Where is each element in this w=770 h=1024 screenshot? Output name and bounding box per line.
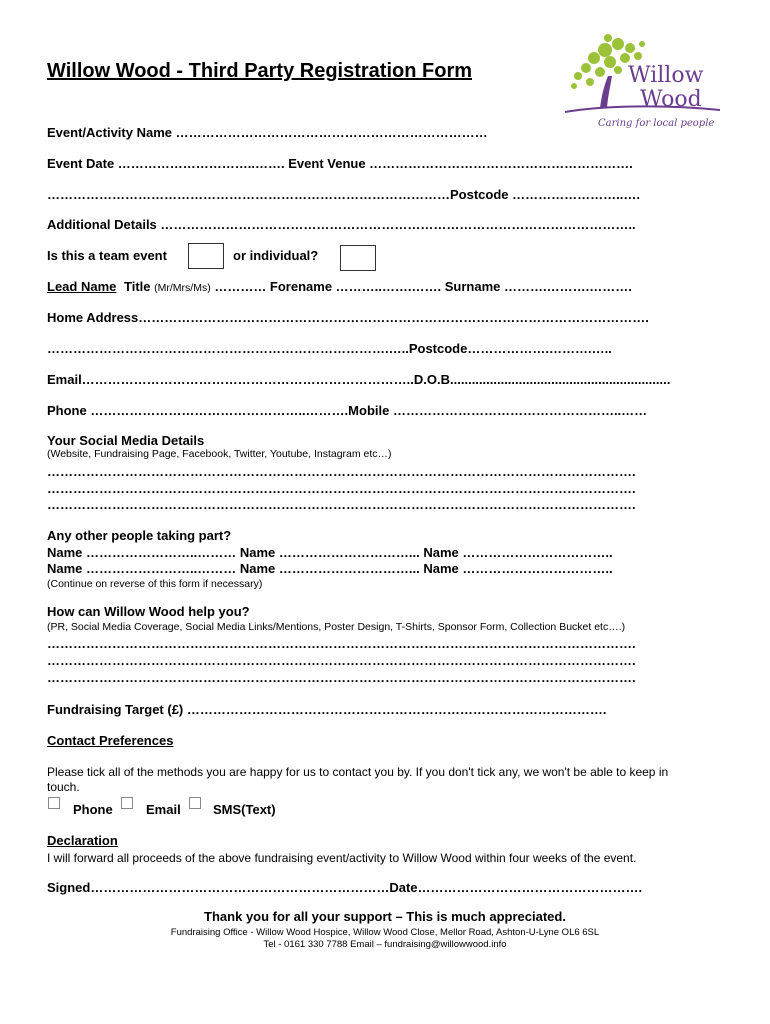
sms-option-label: SMS(Text) bbox=[213, 802, 276, 817]
form-title: Willow Wood - Third Party Registration Form bbox=[47, 60, 473, 82]
contact-text-1: Please tick all of the methods you are happy for us to contact you by. If you don't tick any, we won't be able to keep in bbox=[47, 765, 669, 779]
declaration-text: I will forward all proceeds of the above fundraising event/activity to Willow Wood within four weeks of the event. bbox=[47, 851, 637, 865]
footer-contact: Tel - 0161 330 7788 Email – fundraising@willowwood.info bbox=[263, 939, 507, 950]
event-date-venue-field[interactable]: Event Date …………………………..……. Event Venue ……………………………………………………. bbox=[47, 156, 633, 171]
help-subtext: (PR, Social Media Coverage, Social Media Links/Mentions, Poster Design, T-Shirts, Sponsor Form, Collection Bucket etc….) bbox=[47, 621, 626, 633]
email-dob-field[interactable]: Email…………………………………………………………………..D.O.B............................................................. bbox=[47, 372, 671, 387]
lead-forename-surname[interactable]: ………… Forename ………..…….……. Surname ……….……….………. bbox=[214, 279, 632, 294]
phone-mobile-field[interactable]: Phone …………………………………………..……….Mobile ……………………………………………..…… bbox=[47, 403, 648, 418]
team-event-checkbox[interactable] bbox=[188, 243, 224, 269]
names-line-2[interactable]: Name ……………………..……… Name …………………………... Name …………………………….. bbox=[47, 561, 613, 576]
help-line-1[interactable]: ………………………………………………………………………………………………………………………. bbox=[47, 636, 636, 651]
footer-address: Fundraising Office - Willow Wood Hospice, Willow Wood Close, Mellor Road, Ashton-U-Lyne OL6 6SL bbox=[170, 927, 600, 938]
individual-label: or individual? bbox=[233, 248, 319, 263]
email-option-label: Email bbox=[146, 802, 181, 817]
social-line-2[interactable]: ………………………………………………………………………………………………………………………. bbox=[47, 481, 636, 496]
lead-name-row[interactable] bbox=[47, 279, 632, 294]
contact-preferences-heading: Contact Preferences bbox=[47, 733, 174, 748]
names-line-1[interactable]: Name ……………………..……… Name …………………………... Name …………………………….. bbox=[47, 545, 613, 560]
title-options: (Mr/Mrs/Ms) bbox=[154, 282, 211, 294]
venue-postcode-field[interactable]: …………………………………………………………………………………Postcode ……………………..…. bbox=[47, 187, 640, 202]
help-heading: How can Willow Wood help you? bbox=[47, 604, 250, 619]
signed-date-field[interactable]: Signed……………………………………………………………Date……………………………………………. bbox=[47, 880, 643, 895]
declaration-heading: Declaration bbox=[47, 833, 118, 848]
additional-details-field[interactable]: Additional Details ……………………………………………………………………………………………….. bbox=[47, 217, 636, 232]
social-media-subtext: (Website, Fundraising Page, Facebook, Twitter, Youtube, Instagram etc…) bbox=[47, 448, 392, 460]
phone-option-label: Phone bbox=[73, 802, 113, 817]
lead-name-label: Lead Name bbox=[47, 279, 117, 294]
help-line-3[interactable]: ………………………………………………………………………………………………………………………. bbox=[47, 670, 636, 685]
help-line-2[interactable]: ………………………………………………………………………………………………………………………. bbox=[47, 653, 636, 668]
individual-checkbox[interactable] bbox=[340, 245, 376, 271]
fundraising-target-field[interactable]: Fundraising Target (£) ……………………………………………………………………………………. bbox=[47, 702, 607, 717]
event-activity-name-field[interactable]: Event/Activity Name ……………………………………………………………… bbox=[47, 125, 488, 140]
email-checkbox[interactable] bbox=[121, 797, 133, 809]
others-heading: Any other people taking part? bbox=[47, 528, 232, 543]
logo-word-willow: Willow bbox=[628, 63, 704, 88]
continue-note: (Continue on reverse of this form if necessary) bbox=[47, 578, 263, 590]
thanks-message: Thank you for all your support – This is much appreciated. bbox=[204, 909, 566, 924]
logo-word-wood: Wood bbox=[640, 87, 702, 112]
sms-checkbox[interactable] bbox=[189, 797, 201, 809]
title-label: Title bbox=[124, 279, 151, 294]
contact-text-2: touch. bbox=[47, 780, 80, 794]
phone-checkbox[interactable] bbox=[48, 797, 60, 809]
social-media-heading: Your Social Media Details bbox=[47, 433, 205, 448]
social-line-3[interactable]: ………………………………………………………………………………………………………………………. bbox=[47, 497, 636, 512]
willow-wood-logo bbox=[560, 30, 735, 135]
tree-trunk bbox=[600, 76, 612, 108]
team-event-label: Is this a team event bbox=[47, 248, 167, 263]
social-line-1[interactable]: ………………………………………………………………………………………………………………………. bbox=[47, 464, 636, 479]
home-address-field[interactable]: Home Address………………………………………………………………………………………………………. bbox=[47, 310, 649, 325]
logo-tagline: Caring for local people bbox=[598, 118, 715, 129]
home-postcode-field[interactable]: …………………………………………………………………….…..Postcode……………….……….….. bbox=[47, 341, 612, 356]
